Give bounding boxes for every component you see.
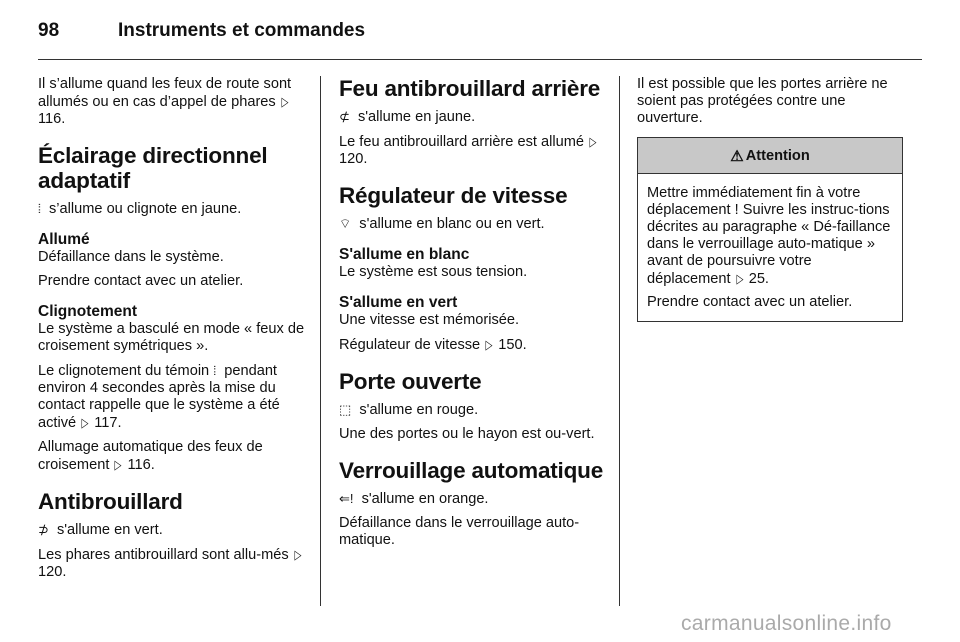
reference-arrow-icon: ▷ — [81, 415, 89, 430]
section-heading: Verrouillage automatique — [339, 458, 604, 483]
attention-box — [637, 137, 903, 322]
paragraph: Régulateur de vitesse ▷ 150. — [339, 337, 527, 353]
page-number: 98 — [38, 20, 60, 41]
paragraph: Allumage automatique des feux de croisement ▷ 116. — [38, 439, 263, 473]
paragraph: ⊅ s'allume en vert. — [38, 522, 163, 538]
attention-body — [638, 174, 902, 321]
paragraph: ⇐! s'allume en orange. — [339, 491, 489, 507]
paragraph: Une vitesse est mémorisée. — [339, 312, 520, 328]
paragraph: Défaillance dans le système. — [38, 249, 224, 265]
paragraph: Défaillance dans le verrouillage auto-matique. — [339, 515, 580, 548]
reference-arrow-icon: ▷ — [736, 271, 744, 286]
subsection-heading: S'allume en vert — [339, 294, 458, 311]
section-heading: Porte ouverte — [339, 369, 482, 394]
paragraph: Il s’allume quand les feux de route sont allumés ou en cas d’appel de phares ▷ 116. — [38, 76, 292, 127]
paragraph: Le clignotement du témoin ⦙ pendant environ 4 secondes après la mise du contact rappelle que le système a été activé ▷ 117. — [38, 363, 280, 431]
paragraph: Une des portes ou le hayon est ou-vert. — [339, 426, 595, 442]
subsection-heading: Clignotement — [38, 303, 138, 320]
reference-arrow-icon: ▷ — [485, 337, 493, 352]
section-heading: Éclairage directionnel adaptatif — [38, 143, 268, 193]
adaptive-light-icon: ⦙ — [38, 201, 41, 216]
reference-arrow-icon: ▷ — [294, 547, 302, 562]
paragraph: ⊄ s'allume en jaune. — [339, 109, 476, 125]
front-fog-light-icon: ⊅ — [38, 522, 49, 537]
paragraph: Prendre contact avec un atelier. — [38, 273, 244, 289]
page-header — [38, 20, 365, 44]
subsection-heading: S'allume en blanc — [339, 246, 470, 263]
section-heading: Antibrouillard — [38, 489, 183, 514]
reference-arrow-icon: ▷ — [281, 94, 289, 109]
column-right — [637, 76, 903, 322]
column-divider — [619, 76, 620, 606]
open-door-icon: ⬚ — [339, 402, 352, 417]
paragraph: Prendre contact avec un atelier. — [647, 294, 853, 310]
page-title: Instruments et commandes — [118, 20, 366, 41]
adaptive-light-icon: ⦙ — [213, 363, 217, 378]
paragraph: Les phares antibrouillard sont allu-més ▷ 120. — [38, 547, 302, 580]
paragraph: Le système a basculé en mode « feux de croisement symétriques ». — [38, 321, 305, 354]
column-left — [38, 76, 308, 588]
section-heading: Feu antibrouillard arrière — [339, 76, 601, 101]
header-divider — [38, 59, 922, 60]
paragraph: Le système est sous tension. — [339, 264, 528, 280]
section-heading: Régulateur de vitesse — [339, 183, 568, 208]
paragraph: Le feu antibrouillard arrière est allumé ▷ 120. — [339, 134, 597, 167]
column-divider — [320, 76, 321, 606]
paragraph: ⬚ s'allume en rouge. — [339, 402, 479, 418]
paragraph: ⦙ s’allume ou clignote en jaune. — [38, 201, 242, 217]
watermark: carmanualsonline.info — [681, 612, 892, 635]
rear-fog-light-icon: ⊄ — [339, 109, 350, 124]
attention-title: Attention — [745, 147, 810, 164]
subsection-heading: Allumé — [38, 231, 90, 248]
warning-icon: ⚠ — [730, 147, 744, 165]
auto-lock-icon: ⇐! — [339, 491, 354, 506]
column-middle — [339, 76, 604, 556]
reference-arrow-icon: ▷ — [589, 134, 597, 149]
reference-arrow-icon: ▷ — [114, 457, 122, 472]
attention-header — [638, 138, 902, 174]
paragraph: Mettre immédiatement fin à votre déplacement ! Suivre les instruc-tions décrites au paragraphe « Dé-faillance dans le verrouillage auto-matique » avant de poursuivre votre déplacement ▷ 25. — [647, 185, 891, 287]
paragraph: ⌔ s'allume en blanc ou en vert. — [339, 216, 545, 232]
paragraph: Il est possible que les portes arrière ne soient pas protégées contre une ouverture. — [637, 76, 888, 126]
cruise-control-icon: ⌔ — [339, 216, 352, 231]
